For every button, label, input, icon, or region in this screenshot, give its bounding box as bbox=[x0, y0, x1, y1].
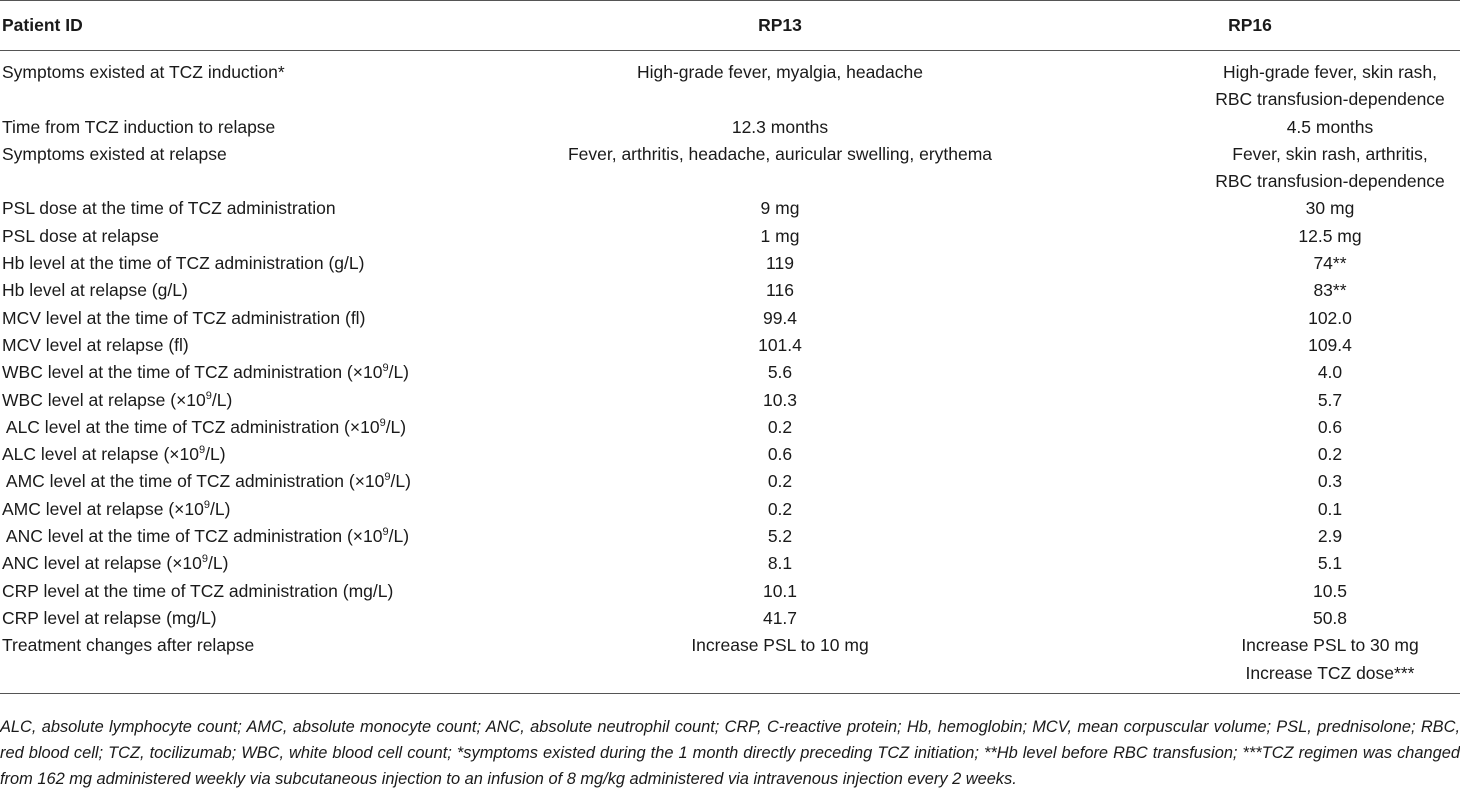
row-label-text: Hb level at relapse (g/L) bbox=[2, 280, 188, 301]
header-row bbox=[0, 1, 1460, 51]
cell-rp16-line: 5.7 bbox=[1317, 389, 1343, 410]
row-label-text: Treatment changes after relapse bbox=[2, 635, 255, 656]
header-rp13: RP13 bbox=[520, 1, 1040, 51]
cell-rp16-line: 2.9 bbox=[1317, 526, 1343, 547]
row-label bbox=[0, 195, 520, 222]
cell-rp16 bbox=[1040, 51, 1460, 114]
table-footnote: ALC, absolute lymphocyte count; AMC, absolute monocyte count; ANC, absolute neutrophil count; CRP, C-reactive protein; Hb, hemoglobin; MCV, mean corpuscular volume; PSL, prednisolone; RBC, red blood cell; TCZ, tocilizumab; WBC, white blood cell count; *symptoms existed during the 1 month directly preceding TCZ initiation; **Hb level before RBC transfusion; ***TCZ regimen was changed from 162 mg administered weekly via subcutaneous injection to an infusion of 8 mg/kg administered via intravenous injection every 2 weeks. bbox=[0, 718, 1460, 788]
cell-rp13-line: Increase PSL to 10 mg bbox=[691, 635, 869, 656]
row-label bbox=[0, 277, 520, 304]
cell-rp16-line: 5.1 bbox=[1317, 553, 1343, 574]
row-label-superscript: 9 bbox=[201, 553, 209, 566]
cell-rp16 bbox=[1040, 305, 1460, 332]
table-row bbox=[0, 387, 1460, 414]
table-row bbox=[0, 277, 1460, 304]
row-label-unit: /L) bbox=[388, 362, 410, 383]
cell-rp16 bbox=[1040, 114, 1460, 141]
cell-rp13 bbox=[520, 387, 1040, 414]
cell-rp13 bbox=[520, 550, 1040, 577]
cell-rp13 bbox=[520, 523, 1040, 550]
row-label bbox=[0, 387, 520, 414]
cell-rp13 bbox=[520, 468, 1040, 495]
cell-rp13 bbox=[520, 414, 1040, 441]
cell-rp16-line: 0.2 bbox=[1317, 444, 1343, 465]
table-row bbox=[0, 195, 1460, 222]
cell-rp16-line: 0.3 bbox=[1317, 471, 1343, 492]
row-label-text: Symptoms existed at TCZ induction* bbox=[2, 62, 285, 82]
table-header bbox=[0, 1, 1460, 51]
cell-rp16-line: Increase TCZ dose*** bbox=[1245, 662, 1415, 683]
table-row bbox=[0, 359, 1460, 386]
row-label-unit: /L) bbox=[205, 444, 226, 465]
cell-rp16-line: RBC transfusion-dependence bbox=[1215, 171, 1445, 192]
table-row bbox=[0, 141, 1460, 196]
cell-rp13-line: 8.1 bbox=[767, 553, 793, 574]
cell-rp13 bbox=[520, 223, 1040, 250]
table-row bbox=[0, 305, 1460, 332]
row-label bbox=[0, 496, 520, 523]
row-label-text: AMC level at the time of TCZ administration (×10 bbox=[2, 471, 385, 492]
cell-rp13 bbox=[520, 359, 1040, 386]
row-label bbox=[0, 332, 520, 359]
row-label bbox=[0, 305, 520, 332]
cell-rp16-content bbox=[1200, 277, 1460, 304]
table-row bbox=[0, 223, 1460, 250]
cell-rp16 bbox=[1040, 414, 1460, 441]
cell-rp13-line: 41.7 bbox=[762, 607, 798, 628]
cell-rp16-line: 109.4 bbox=[1308, 334, 1352, 355]
cell-rp16-content bbox=[1200, 468, 1460, 495]
table-row bbox=[0, 250, 1460, 277]
cell-rp16-line: Increase PSL to 30 mg bbox=[1241, 635, 1419, 656]
cell-rp13-line: 9 mg bbox=[760, 198, 800, 219]
cell-rp13 bbox=[520, 441, 1040, 468]
row-label-superscript: 9 bbox=[205, 389, 212, 402]
cell-rp13 bbox=[520, 277, 1040, 304]
row-label-text: MCV level at relapse (fl) bbox=[2, 334, 189, 355]
row-label-unit: /L) bbox=[388, 526, 410, 547]
cell-rp16-line: 30 mg bbox=[1305, 198, 1355, 219]
cell-rp16 bbox=[1040, 441, 1460, 468]
cell-rp13 bbox=[520, 605, 1040, 632]
cell-rp16-line: 0.1 bbox=[1317, 498, 1343, 519]
cell-rp16 bbox=[1040, 632, 1460, 693]
cell-rp16 bbox=[1040, 550, 1460, 577]
cell-rp16-content bbox=[1200, 223, 1460, 250]
cell-rp16-line: 10.5 bbox=[1312, 580, 1348, 601]
row-label-text: Hb level at the time of TCZ administration (g/L) bbox=[2, 253, 365, 274]
cell-rp13 bbox=[520, 51, 1040, 114]
cell-rp16-content bbox=[1200, 141, 1460, 196]
cell-rp13-line: 5.2 bbox=[767, 526, 793, 547]
cell-rp16-line: 12.5 mg bbox=[1298, 225, 1362, 246]
table-row bbox=[0, 496, 1460, 523]
row-label bbox=[0, 114, 520, 141]
table-row bbox=[0, 414, 1460, 441]
row-label bbox=[0, 550, 520, 577]
row-label-text: CRP level at relapse (mg/L) bbox=[2, 607, 217, 628]
row-label bbox=[0, 468, 520, 495]
cell-rp13-line: 10.3 bbox=[762, 389, 798, 410]
cell-rp16-content bbox=[1200, 387, 1460, 414]
cell-rp13-line: 10.1 bbox=[762, 580, 798, 601]
cell-rp16-content bbox=[1200, 605, 1460, 632]
row-label-text: AMC level at relapse (×10 bbox=[2, 498, 204, 519]
table-row bbox=[0, 114, 1460, 141]
row-label-text: Symptoms existed at relapse bbox=[2, 143, 227, 164]
cell-rp13-line: 0.2 bbox=[767, 416, 793, 437]
table-row bbox=[0, 550, 1460, 577]
row-label bbox=[0, 523, 520, 550]
cell-rp16 bbox=[1040, 195, 1460, 222]
row-label-text: PSL dose at relapse bbox=[2, 225, 159, 246]
cell-rp13-line: 5.6 bbox=[767, 362, 793, 383]
row-label-text: ALC level at relapse (×10 bbox=[2, 444, 199, 465]
cell-rp13-line: 0.2 bbox=[767, 498, 793, 519]
cell-rp16-line: RBC transfusion-dependence bbox=[1215, 89, 1445, 110]
cell-rp16-content bbox=[1200, 114, 1460, 141]
cell-rp13 bbox=[520, 305, 1040, 332]
row-label-unit: /L) bbox=[211, 389, 233, 410]
table-body bbox=[0, 51, 1460, 694]
cell-rp13 bbox=[520, 250, 1040, 277]
cell-rp16 bbox=[1040, 468, 1460, 495]
cell-rp16 bbox=[1040, 250, 1460, 277]
cell-rp13-line: 12.3 months bbox=[731, 116, 829, 137]
row-label-unit: /L) bbox=[208, 553, 229, 574]
cell-rp13-line: 1 mg bbox=[760, 225, 800, 246]
cell-rp16-line: Fever, skin rash, arthritis, bbox=[1232, 143, 1428, 164]
cell-rp13-line: 0.6 bbox=[767, 444, 793, 465]
row-label bbox=[0, 578, 520, 605]
row-label bbox=[0, 250, 520, 277]
cell-rp16 bbox=[1040, 578, 1460, 605]
cell-rp13-line: High-grade fever, myalgia, headache bbox=[636, 62, 923, 82]
row-label-superscript: 9 bbox=[382, 526, 389, 539]
row-label-superscript: 9 bbox=[199, 444, 206, 457]
cell-rp16-line: 0.6 bbox=[1317, 416, 1343, 437]
row-label bbox=[0, 605, 520, 632]
cell-rp13 bbox=[520, 141, 1040, 196]
cell-rp13-line: 119 bbox=[766, 253, 794, 274]
row-label-text: ANC level at the time of TCZ administration (×10 bbox=[2, 526, 383, 547]
cell-rp16-content bbox=[1200, 523, 1460, 550]
row-label bbox=[0, 141, 520, 196]
row-label bbox=[0, 223, 520, 250]
row-label-text: ALC level at the time of TCZ administration (×10 bbox=[2, 416, 380, 437]
cell-rp16-content bbox=[1200, 305, 1460, 332]
cell-rp13-line: Fever, arthritis, headache, auricular swelling, erythema bbox=[567, 143, 993, 164]
cell-rp16-line: 4.0 bbox=[1317, 362, 1343, 383]
cell-rp16-line: High-grade fever, skin rash, bbox=[1223, 62, 1437, 82]
cell-rp16 bbox=[1040, 605, 1460, 632]
table-row bbox=[0, 332, 1460, 359]
cell-rp13 bbox=[520, 114, 1040, 141]
cell-rp13 bbox=[520, 496, 1040, 523]
cell-rp13-line: 116 bbox=[766, 280, 794, 301]
row-label-text: WBC level at the time of TCZ administration (×10 bbox=[2, 362, 383, 383]
cell-rp16-line: 83** bbox=[1313, 280, 1347, 301]
row-label-text: MCV level at the time of TCZ administration (fl) bbox=[2, 307, 366, 328]
cell-rp16 bbox=[1040, 387, 1460, 414]
table-row bbox=[0, 632, 1460, 693]
cell-rp13-line: 99.4 bbox=[762, 307, 798, 328]
row-label-text: Time from TCZ induction to relapse bbox=[2, 116, 276, 137]
cell-rp16-content bbox=[1200, 550, 1460, 577]
table-row bbox=[0, 605, 1460, 632]
row-label-superscript: 9 bbox=[382, 362, 389, 375]
cell-rp13 bbox=[520, 195, 1040, 222]
cell-rp16 bbox=[1040, 496, 1460, 523]
cell-rp16-content bbox=[1200, 250, 1460, 277]
table-row bbox=[0, 51, 1460, 114]
cell-rp16 bbox=[1040, 223, 1460, 250]
cell-rp16-content bbox=[1200, 578, 1460, 605]
cell-rp13 bbox=[520, 578, 1040, 605]
cell-rp16-content bbox=[1200, 195, 1460, 222]
cell-rp16-content bbox=[1200, 359, 1460, 386]
row-label-unit: /L) bbox=[385, 416, 407, 437]
row-label bbox=[0, 359, 520, 386]
table-row bbox=[0, 441, 1460, 468]
table-row bbox=[0, 468, 1460, 495]
cell-rp16-line: 74** bbox=[1313, 253, 1347, 274]
cell-rp16-line: 50.8 bbox=[1312, 607, 1348, 628]
row-label-text: PSL dose at the time of TCZ administration bbox=[2, 198, 336, 219]
row-label bbox=[0, 51, 520, 114]
cell-rp16 bbox=[1040, 332, 1460, 359]
row-label-text: WBC level at relapse (×10 bbox=[2, 389, 206, 410]
cell-rp16-content bbox=[1200, 496, 1460, 523]
cell-rp16-content bbox=[1200, 332, 1460, 359]
cell-rp16 bbox=[1040, 523, 1460, 550]
cell-rp16-content bbox=[1200, 414, 1460, 441]
cell-rp13-line: 0.2 bbox=[767, 471, 793, 492]
cell-rp16 bbox=[1040, 141, 1460, 196]
row-label bbox=[0, 414, 520, 441]
cell-rp13 bbox=[520, 632, 1040, 693]
cell-rp16-line: 4.5 months bbox=[1286, 116, 1374, 137]
table-row bbox=[0, 578, 1460, 605]
cell-rp16-content bbox=[1200, 632, 1460, 687]
row-label-text: CRP level at the time of TCZ administration (mg/L) bbox=[2, 580, 394, 601]
header-rp16: RP16 bbox=[1040, 1, 1460, 51]
cell-rp16 bbox=[1040, 277, 1460, 304]
row-label-unit: /L) bbox=[209, 498, 231, 519]
cell-rp16-content bbox=[1200, 59, 1460, 114]
row-label-unit: /L) bbox=[390, 471, 411, 492]
row-label bbox=[0, 632, 520, 693]
cell-rp13 bbox=[520, 332, 1040, 359]
row-label-superscript: 9 bbox=[379, 416, 386, 429]
cell-rp13-line: 101.4 bbox=[758, 334, 802, 355]
cell-rp16-content bbox=[1200, 441, 1460, 468]
row-label-superscript: 9 bbox=[203, 498, 210, 511]
header-patient-id: Patient ID bbox=[0, 1, 520, 51]
table-row bbox=[0, 523, 1460, 550]
row-label-superscript: 9 bbox=[384, 471, 391, 484]
cell-rp16 bbox=[1040, 359, 1460, 386]
row-label-text: ANC level at relapse (×10 bbox=[2, 553, 202, 574]
row-label bbox=[0, 441, 520, 468]
cell-rp16-line: 102.0 bbox=[1308, 307, 1352, 328]
